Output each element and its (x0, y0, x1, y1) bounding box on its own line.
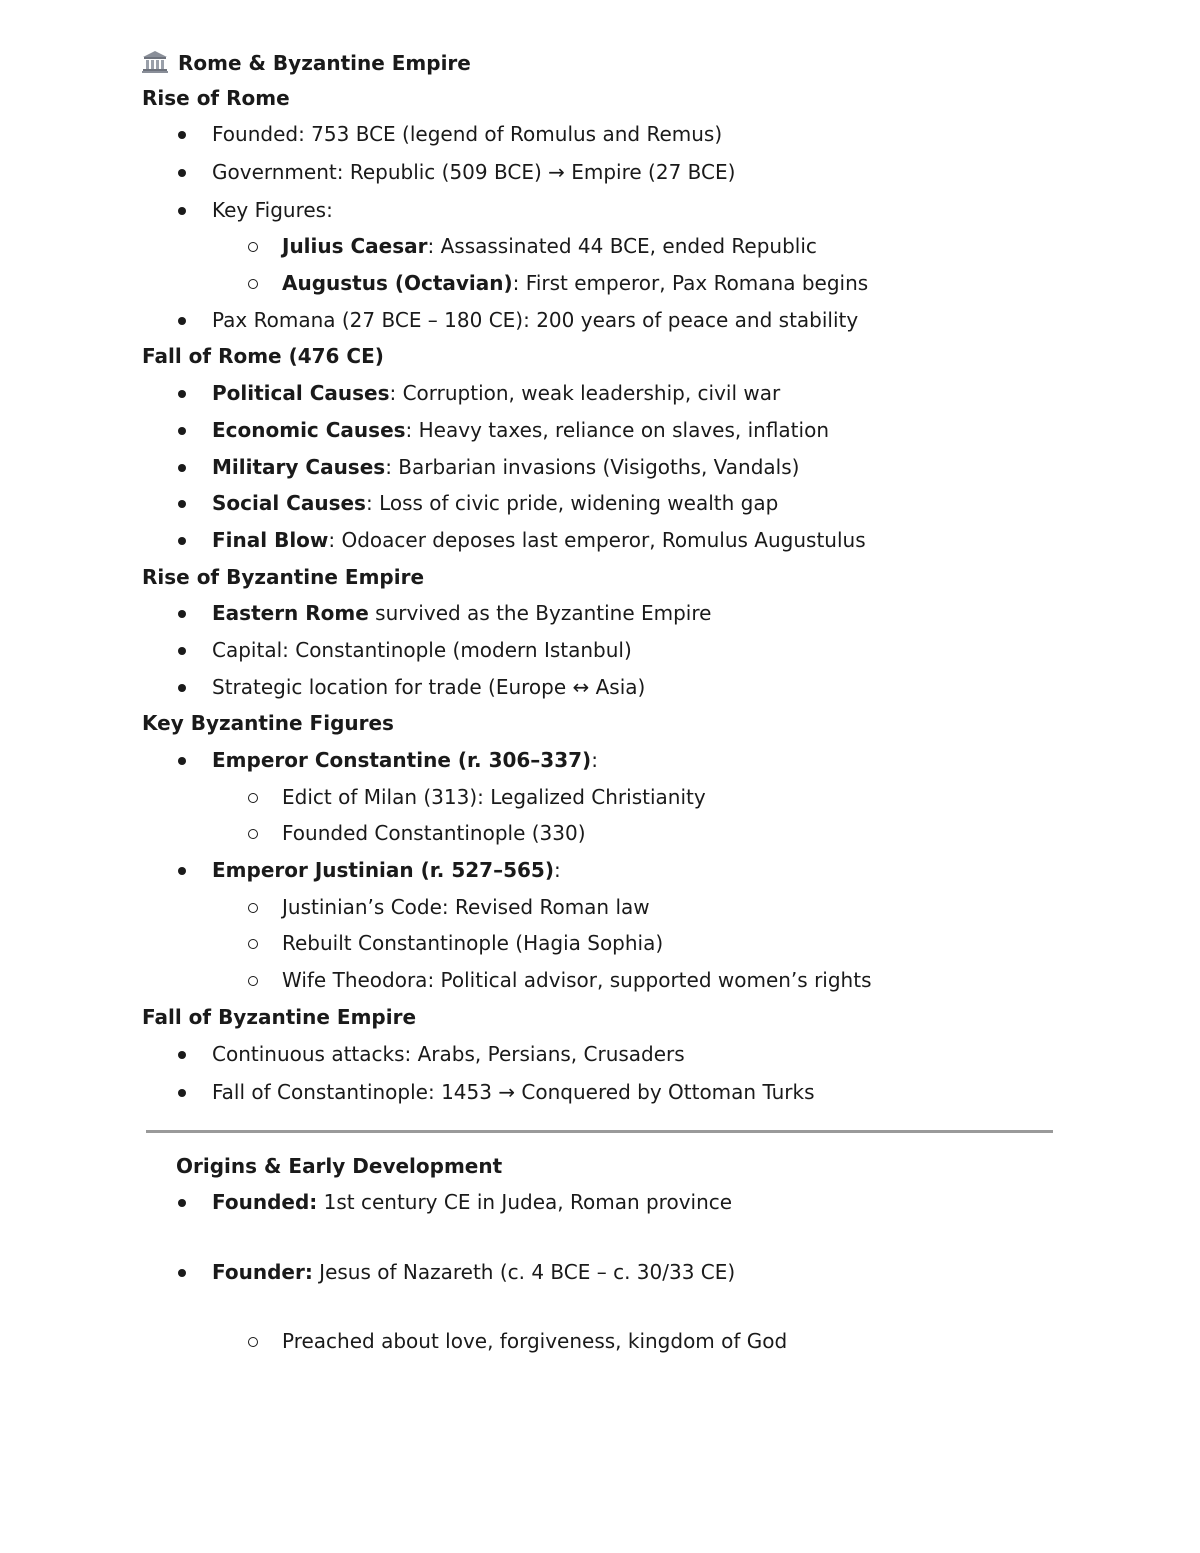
cause-label: Economic Causes (212, 418, 406, 442)
list-item-text: Founded: 753 BCE (legend of Romulus and Remus) (212, 122, 723, 146)
title-text: Rome & Byzantine Empire (178, 51, 471, 75)
hollow-bullet-icon (248, 976, 258, 986)
list-item (178, 122, 722, 146)
hollow-bullet-icon (248, 793, 258, 803)
list-item (178, 160, 735, 184)
item-text: 1st century CE in Judea, Roman province (317, 1190, 733, 1214)
cause-label: Final Blow (212, 528, 329, 552)
bullet-icon (178, 647, 186, 655)
cause-label: Military Causes (212, 455, 386, 479)
bullet-icon (178, 1051, 186, 1059)
hollow-bullet-icon (248, 242, 258, 252)
hollow-bullet-icon (248, 279, 258, 289)
figure-description: : First emperor, Pax Romana begins (512, 271, 869, 295)
sub-list-item-text: Edict of Milan (313): Legalized Christianity (282, 785, 706, 809)
bullet-icon (178, 427, 186, 435)
figure-name: Augustus (Octavian) (282, 271, 513, 295)
sub-list-item (248, 785, 706, 809)
bullet-icon (178, 1089, 186, 1097)
list-item-text: Capital: Constantinople (modern Istanbul) (212, 638, 632, 662)
item-label: Eastern Rome (212, 601, 369, 625)
bullet-icon (178, 207, 186, 215)
list-item (178, 528, 866, 552)
heading-rise-of-rome: Rise of Rome (142, 86, 290, 110)
bullet-icon (178, 131, 186, 139)
item-text: Jesus of Nazareth (c. 4 BCE – c. 30/33 CE) (312, 1260, 736, 1284)
sub-list-item (248, 234, 817, 258)
list-item (178, 748, 598, 772)
figure-name: Emperor Justinian (r. 527–565) (212, 858, 554, 882)
item-text: survived as the Byzantine Empire (368, 601, 712, 625)
heading-rise-of-byzantine: Rise of Byzantine Empire (142, 565, 425, 589)
list-item (178, 308, 858, 332)
sub-list-item (248, 895, 650, 919)
heading-fall-of-rome: Fall of Rome (476 CE) (142, 344, 384, 368)
list-item-text: Fall of Constantinople: 1453 → Conquered by Ottoman Turks (212, 1080, 815, 1104)
sub-list-item-text: Justinian’s Code: Revised Roman law (282, 895, 650, 919)
list-item (178, 418, 829, 442)
sub-list-item (248, 931, 663, 955)
sub-list-item-text: Rebuilt Constantinople (Hagia Sophia) (282, 931, 664, 955)
bullet-icon (178, 610, 186, 618)
sub-list-item (248, 968, 871, 992)
figure-suffix: : (553, 858, 561, 882)
bullet-icon (178, 317, 186, 325)
bullet-icon (178, 169, 186, 177)
figure-name: Julius Caesar (282, 234, 428, 258)
list-item (178, 858, 561, 882)
hollow-bullet-icon (248, 903, 258, 913)
bullet-icon (178, 757, 186, 765)
heading-fall-of-byzantine: Fall of Byzantine Empire (142, 1005, 417, 1029)
list-item-text: Strategic location for trade (Europe ↔ Asia) (212, 675, 646, 699)
cause-text: : Heavy taxes, reliance on slaves, inflation (405, 418, 829, 442)
list-item (178, 1190, 732, 1214)
horizontal-divider (146, 1130, 1053, 1133)
hollow-bullet-icon (248, 829, 258, 839)
list-item (178, 1260, 735, 1284)
cause-text: : Corruption, weak leadership, civil war (389, 381, 781, 405)
classical-building-icon (142, 50, 168, 74)
list-item (178, 1042, 685, 1066)
sub-list-item (248, 1329, 787, 1353)
hollow-bullet-icon (248, 1337, 258, 1347)
bullet-icon (178, 1269, 186, 1277)
list-item (178, 1080, 815, 1104)
cause-text: : Barbarian invasions (Visigoths, Vandals) (385, 455, 800, 479)
figure-suffix: : (591, 748, 598, 772)
sub-list-item-text: Wife Theodora: Political advisor, supported women’s rights (282, 968, 872, 992)
figure-name: Emperor Constantine (r. 306–337) (212, 748, 592, 772)
sub-list-item (248, 271, 868, 295)
list-item (178, 601, 711, 625)
hollow-bullet-icon (248, 939, 258, 949)
heading-key-byzantine-figures: Key Byzantine Figures (142, 711, 394, 735)
sub-list-item (248, 821, 586, 845)
list-item (178, 198, 333, 222)
list-item-text: Continuous attacks: Arabs, Persians, Crusaders (212, 1042, 685, 1066)
list-item (178, 491, 778, 515)
cause-text: : Loss of civic pride, widening wealth gap (365, 491, 779, 515)
sub-list-item-text: Preached about love, forgiveness, kingdom of God (282, 1329, 788, 1353)
sub-list-item-text: Founded Constantinople (330) (282, 821, 586, 845)
item-label: Founded: (212, 1190, 318, 1214)
list-item-text: Government: Republic (509 BCE) → Empire (27 BCE) (212, 160, 736, 184)
list-item (178, 455, 799, 479)
list-item (178, 381, 780, 405)
bullet-icon (178, 537, 186, 545)
cause-label: Political Causes (212, 381, 390, 405)
document-title (142, 50, 471, 75)
bullet-icon (178, 500, 186, 508)
bullet-icon (178, 1199, 186, 1207)
list-item (178, 638, 632, 662)
list-item (178, 675, 645, 699)
cause-label: Social Causes (212, 491, 366, 515)
list-item-text: Key Figures: (212, 198, 333, 222)
item-label: Founder: (212, 1260, 313, 1284)
bullet-icon (178, 684, 186, 692)
figure-description: : Assassinated 44 BCE, ended Republic (427, 234, 817, 258)
bullet-icon (178, 867, 186, 875)
heading-origins: Origins & Early Development (176, 1154, 503, 1178)
list-item-text: Pax Romana (27 BCE – 180 CE): 200 years of peace and stability (212, 308, 859, 332)
bullet-icon (178, 390, 186, 398)
cause-text: : Odoacer deposes last emperor, Romulus Augustulus (328, 528, 866, 552)
bullet-icon (178, 464, 186, 472)
